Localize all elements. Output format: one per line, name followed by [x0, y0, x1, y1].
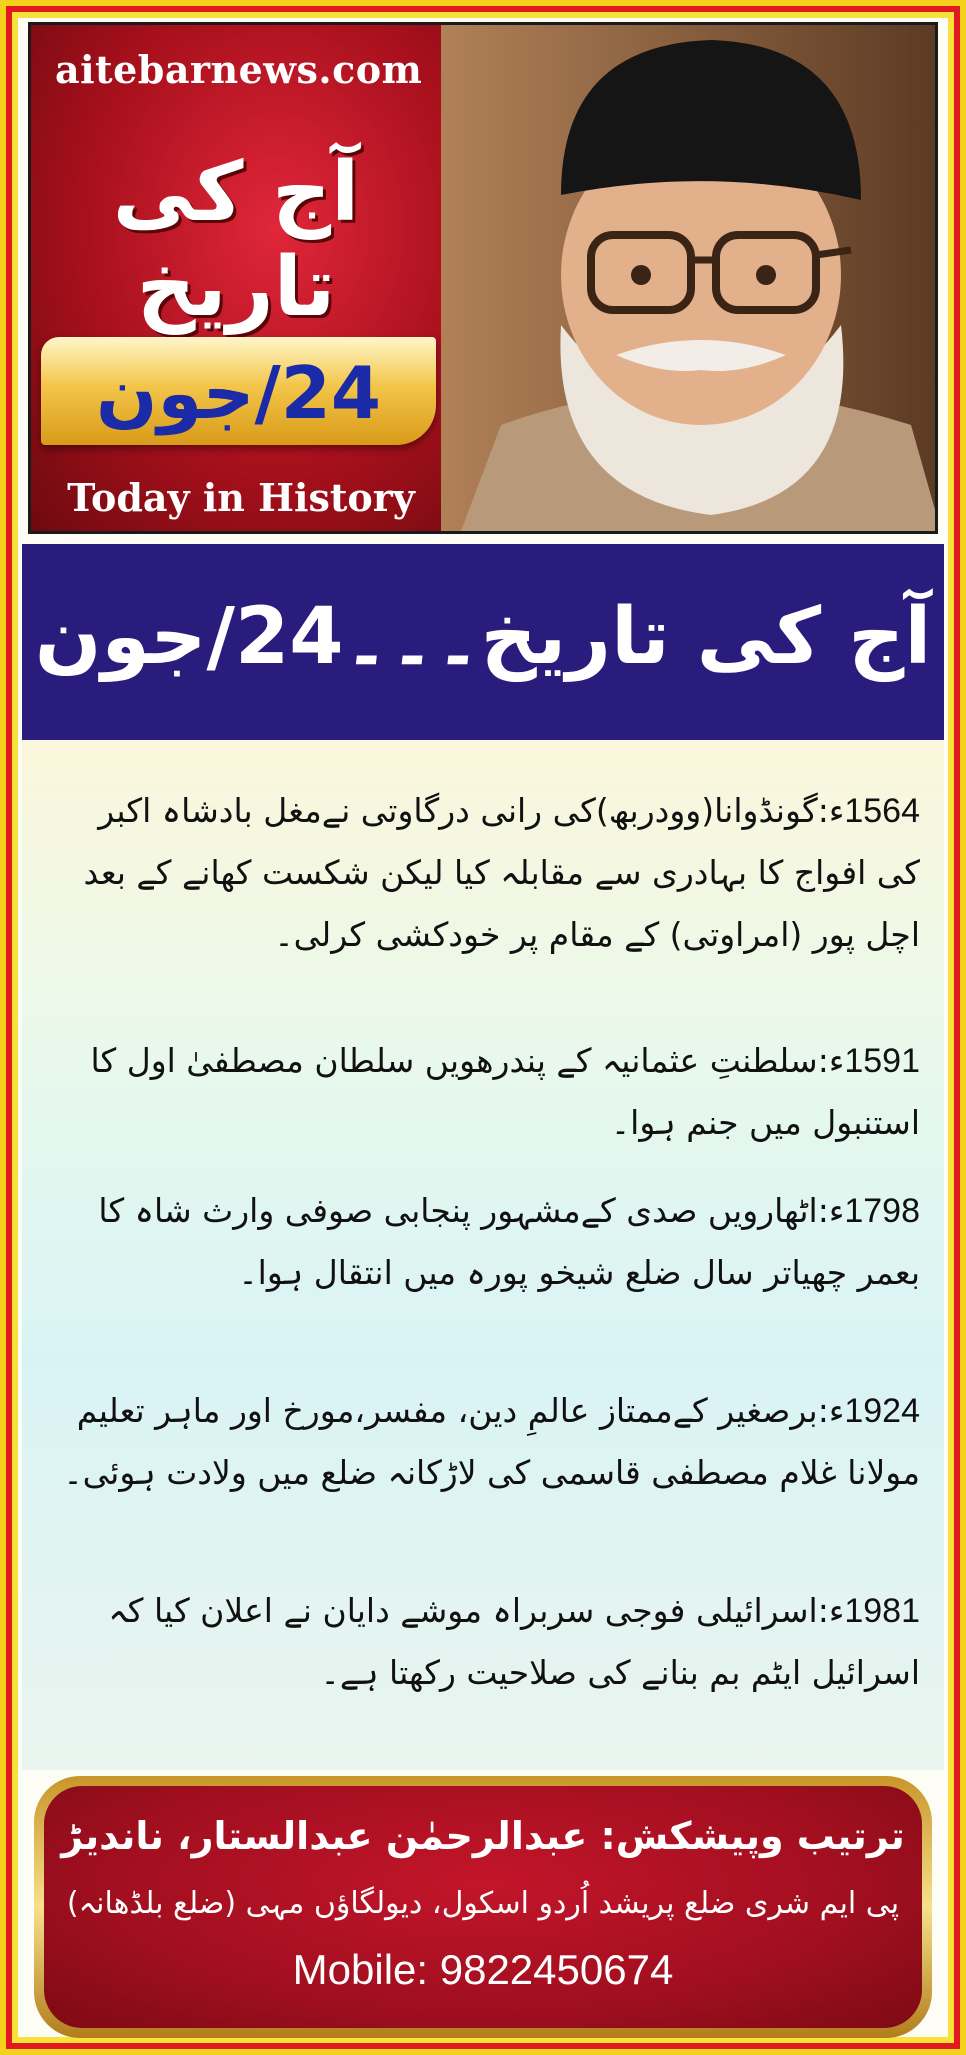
- date-badge: [41, 337, 436, 445]
- page-title: آج کی تاریخ۔۔۔24/جون: [34, 592, 932, 682]
- entry-1981: [56, 1580, 920, 1704]
- title-band: [22, 544, 944, 740]
- history-entries: [22, 740, 944, 1770]
- entry-text: ء:برصغیر کےممتاز عالمِ دین، مفسر،مورخ اور ماہر تعلیم مولانا غلام مصطفی قاسمی کی لاڑکانہ ضلع میں ولادت ہوئی۔: [63, 1391, 920, 1492]
- entry-year: 1591: [844, 1042, 920, 1080]
- site-url: aitebarnews.com: [55, 47, 423, 92]
- portrait-photo: [441, 25, 938, 531]
- footer-credit: ترتیب وپیشکش: عبدالرحمٰن عبدالستار، ناندیڑ: [61, 1814, 905, 1858]
- entry-year: 1981: [844, 1592, 920, 1630]
- entry-year: 1798: [844, 1192, 920, 1230]
- footer-credit-box: [34, 1776, 932, 2038]
- footer-school: پی ایم شری ضلع پریشد اُردو اسکول، دیولگاؤں مہی (ضلع بلڈھانہ): [66, 1886, 900, 1921]
- entry-text: ء:سلطنتِ عثمانیہ کے پندرھویں سلطان مصطفیٰ اول کا استنبول میں جنم ہوا۔: [90, 1041, 920, 1142]
- footer-mobile: Mobile: 9822450674: [292, 1946, 674, 1993]
- portrait-illustration: [441, 25, 938, 531]
- tagline: Today in History: [67, 475, 415, 520]
- entry-text: ء:گونڈوانا(وودربھ)کی رانی درگاوتی نےمغل بادشاہ اکبر کی افواج کا بہادری سے مقابلہ کیا لیکن شکست کھانے کے بعد اچل پور (امراوتی) کے مقام پر خودکشی کرلی۔: [83, 791, 920, 954]
- entry-year: 1564: [844, 792, 920, 830]
- footer-inner: [44, 1786, 922, 2028]
- entry-1924: [56, 1380, 920, 1504]
- header-banner: [28, 22, 938, 534]
- entry-text: ء:اسرائیلی فوجی سربراہ موشے دایان نے اعلان کیا کہ اسرائیل ایٹم بم بنانے کی صلاحیت رکھتا ہے۔: [108, 1591, 920, 1692]
- date-badge-text: 24/جون: [96, 351, 381, 435]
- entry-1591: [56, 1030, 920, 1154]
- entry-1564: [56, 780, 920, 966]
- entry-text: ء:اٹھارویں صدی کےمشہور پنجابی صوفی وارث شاہ کا بعمر چھیاتر سال ضلع شیخو پورہ میں انتقال ہوا۔: [98, 1191, 920, 1292]
- entry-1798: [56, 1180, 920, 1304]
- entry-year: 1924: [844, 1392, 920, 1430]
- banner-title: آج کی تاریخ: [112, 145, 360, 335]
